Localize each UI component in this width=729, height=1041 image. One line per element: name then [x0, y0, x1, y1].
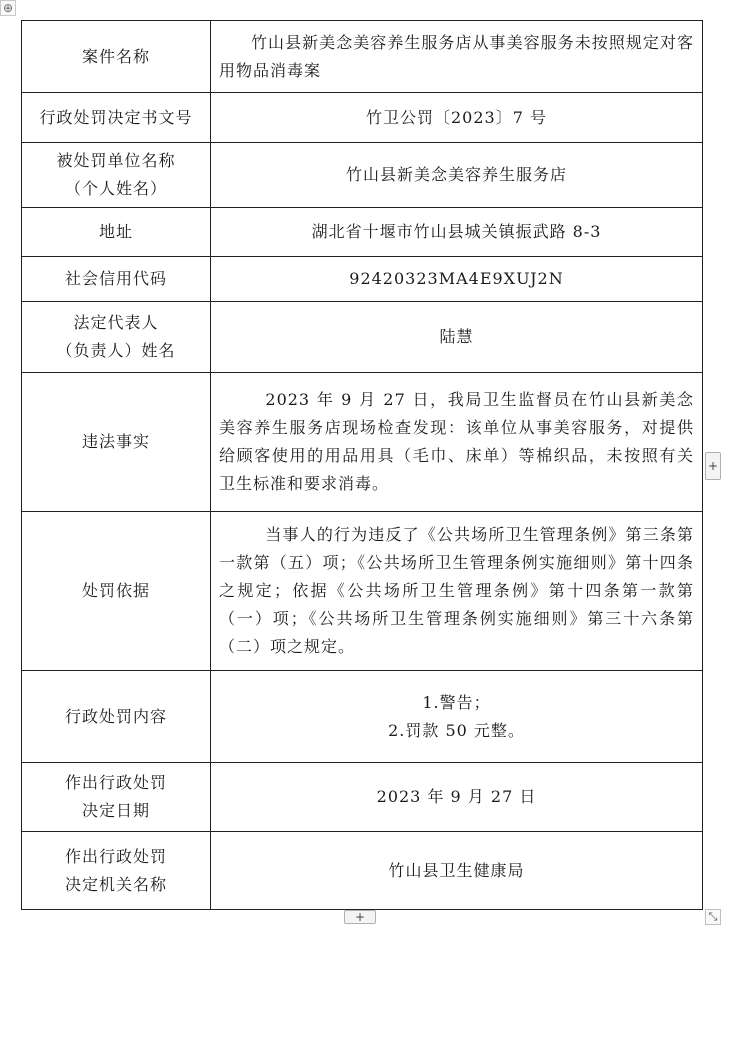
legal-rep-value: 陆慧 [211, 302, 703, 373]
case-name-value: 竹山县新美念美容养生服务店从事美容服务未按照规定对客用物品消毒案 [211, 21, 703, 93]
penalty-record-table [21, 20, 703, 910]
table-row [22, 671, 703, 763]
decision-date-label-line1: 作出行政处罚 [64, 773, 167, 792]
table-row [22, 93, 703, 143]
basis-value: 当事人的行为违反了《公共场所卫生管理条例》第三条第一款第（五）项；《公共场所卫生管理条例实施细则》第十四条之规定；依据《公共场所卫生管理条例》第十四条第一款第（一）项；《公共场所卫生管理条例实施细则》第三十六条第（二）项之规定。 [211, 512, 703, 671]
table-move-handle-icon[interactable]: ⊕ [0, 0, 16, 16]
penalty-item-2: 2.罚款 50 元整。 [388, 720, 525, 740]
table-row [22, 208, 703, 257]
decision-date-label [22, 763, 211, 832]
address-label: 地址 [22, 208, 211, 257]
decision-date-value: 2023 年 9 月 27 日 [211, 763, 703, 832]
authority-value: 竹山县卫生健康局 [211, 832, 703, 910]
decision-no-label: 行政处罚决定书文号 [22, 93, 211, 143]
table-row [22, 21, 703, 93]
table-row [22, 257, 703, 302]
party-name-value: 竹山县新美念美容养生服务店 [211, 143, 703, 208]
penalty-value [211, 671, 703, 763]
table-resize-icon[interactable]: ⤡ [705, 909, 721, 925]
penalty-label: 行政处罚内容 [22, 671, 211, 763]
decision-no-value: 竹卫公罚〔2023〕7 号 [211, 93, 703, 143]
address-value: 湖北省十堰市竹山县城关镇振武路 8-3 [211, 208, 703, 257]
legal-rep-label-line2: （负责人）姓名 [56, 341, 176, 360]
decision-date-label-line2: 决定日期 [81, 801, 150, 820]
authority-label [22, 832, 211, 910]
facts-label: 违法事实 [22, 373, 211, 512]
table-row [22, 832, 703, 910]
table-row [22, 373, 703, 512]
legal-rep-label [22, 302, 211, 373]
table-row [22, 143, 703, 208]
penalty-item-1: 1.警告； [422, 692, 491, 712]
add-column-button[interactable]: + [705, 452, 721, 480]
party-name-label-line1: 被处罚单位名称 [56, 151, 176, 170]
case-name-label: 案件名称 [22, 21, 211, 93]
authority-label-line2: 决定机关名称 [64, 874, 167, 894]
credit-code-label: 社会信用代码 [22, 257, 211, 302]
facts-value: 2023 年 9 月 27 日，我局卫生监督员在竹山县新美念美容养生服务店现场检查发现：该单位从事美容服务，对提供给顾客使用的用品用具（毛巾、床单）等棉织品，未按照有关卫生标准和要求消毒。 [211, 373, 703, 512]
legal-rep-label-line1: 法定代表人 [73, 313, 159, 332]
authority-label-line1: 作出行政处罚 [64, 846, 167, 866]
party-name-label-line2: （个人姓名） [64, 179, 167, 198]
basis-label: 处罚依据 [22, 512, 211, 671]
table-row [22, 763, 703, 832]
table-row [22, 302, 703, 373]
add-row-button[interactable]: + [344, 910, 376, 924]
table-row [22, 512, 703, 671]
party-name-label [22, 143, 211, 208]
credit-code-value: 92420323MA4E9XUJ2N [211, 257, 703, 302]
